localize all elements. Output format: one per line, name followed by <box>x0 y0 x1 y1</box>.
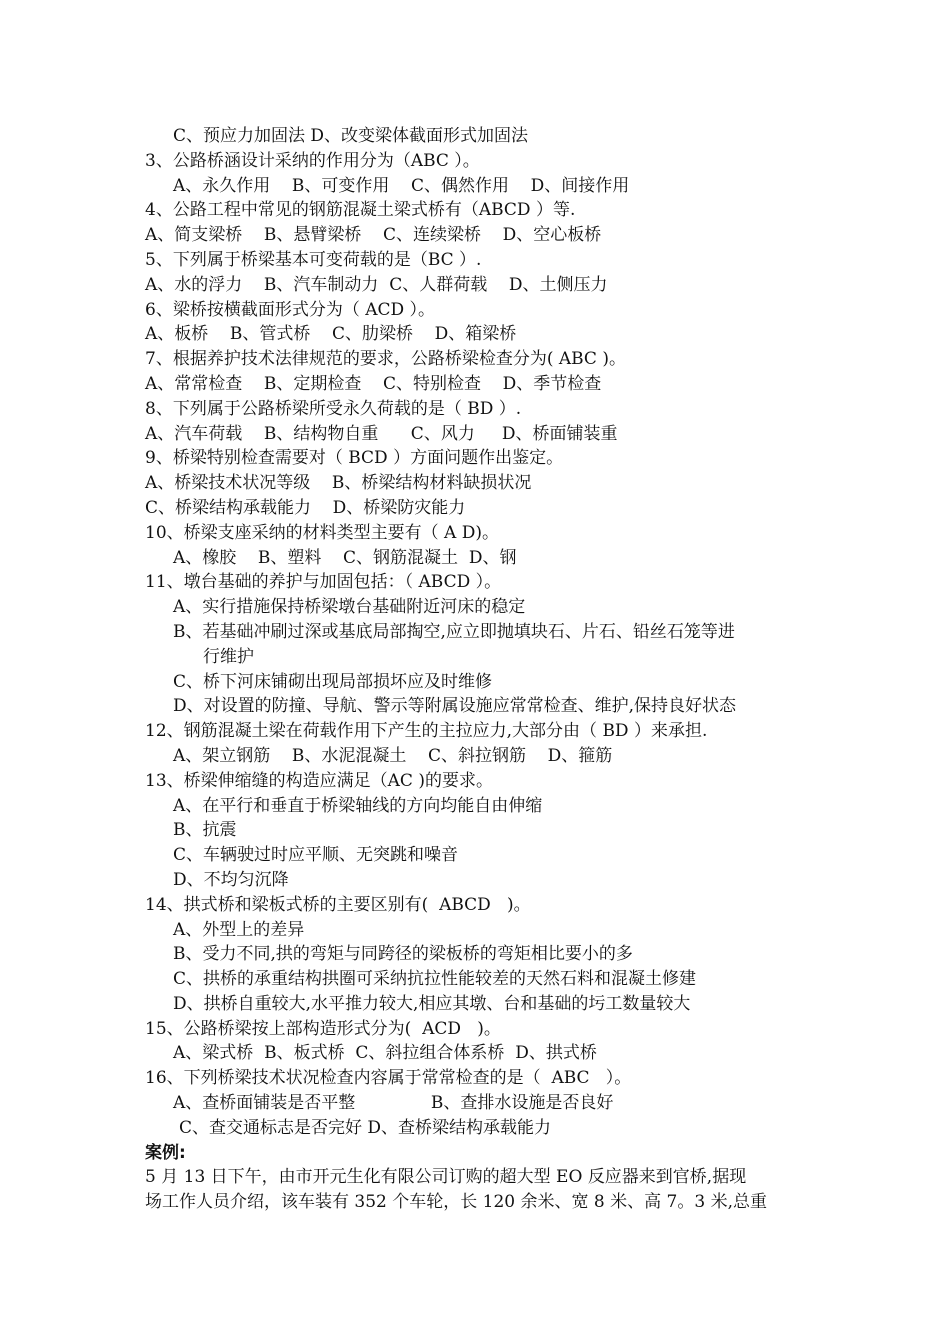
question-line: D、不均匀沉降 <box>173 869 289 890</box>
question-line: A、板桥 B、管式桥 C、肋梁桥 D、箱梁桥 <box>145 324 517 345</box>
question-line: C、查交通标志是否完好 D、查桥梁结构承载能力 <box>179 1117 552 1138</box>
document-body <box>145 124 845 1215</box>
question-line: A、梁式桥 B、板式桥 C、斜拉组合体系桥 D、拱式桥 <box>173 1043 597 1064</box>
question-line: 3、公路桥涵设计采纳的作用分为（ABC ）。 <box>145 150 480 171</box>
question-line: A、桥梁技术状况等级 B、桥梁结构材料缺损状况 <box>145 473 532 494</box>
question-line: C、拱桥的承重结构拱圈可采纳抗拉性能较差的天然石料和混凝土修建 <box>173 969 697 990</box>
question-line: A、查桥面铺装是否平整 B、查排水设施是否良好 <box>173 1093 614 1114</box>
question-line: C、桥下河床铺砌出现局部损坏应及时维修 <box>173 671 493 692</box>
question-line: A、实行措施保持桥梁墩台基础附近河床的稳定 <box>173 597 526 618</box>
question-line: C、预应力加固法 D、改变梁体截面形式加固法 <box>173 126 529 146</box>
case-heading: 案例: <box>145 1142 186 1163</box>
question-line: 5、下列属于桥梁基本可变荷载的是（BC ）. <box>145 249 482 270</box>
question-line: B、抗震 <box>173 820 237 841</box>
question-line: 6、梁桥按横截面形式分为（ ACD ）。 <box>145 299 436 320</box>
question-line: 16、下列桥梁技术状况检查内容属于常常检查的是（ ABC ）。 <box>145 1068 632 1089</box>
question-line: A、简支梁桥 B、悬臂梁桥 C、连续梁桥 D、空心板桥 <box>145 225 602 246</box>
question-line: A、常常检查 B、定期检查 C、特别检查 D、季节检查 <box>145 373 602 394</box>
question-line: 11、墩台基础的养护与加固包括：（ ABCD ）。 <box>145 572 502 593</box>
question-line: D、对设置的防撞、导航、警示等附属设施应常常检查、维护,保持良好状态 <box>173 696 737 717</box>
question-line: A、水的浮力 B、汽车制动力 C、人群荷载 D、土侧压力 <box>145 274 608 295</box>
question-line: 4、公路工程中常见的钢筋混凝土梁式桥有（ABCD ）等. <box>145 200 576 221</box>
question-line: A、永久作用 B、可变作用 C、偶然作用 D、间接作用 <box>173 175 630 196</box>
question-line: 行维护 <box>203 646 254 667</box>
question-line: 10、桥梁支座采纳的材料类型主要有（ A D)。 <box>145 522 499 543</box>
question-line: C、桥梁结构承载能力 D、桥梁防灾能力 <box>145 497 466 518</box>
question-line: B、受力不同,拱的弯矩与同跨径的梁板桥的弯矩相比要小的多 <box>173 944 633 965</box>
question-line: A、橡胶 B、塑料 C、钢筋混凝土 D、钢 <box>173 547 517 568</box>
question-line: A、汽车荷载 B、结构物自重 C、风力 D、桥面铺装重 <box>145 423 618 444</box>
question-line: A、外型上的差异 <box>173 919 305 940</box>
case-paragraph-line: 场工作人员介绍，该车装有 352 个车轮，长 120 余米、宽 8 米、高 7。3 米,总重 <box>145 1192 767 1213</box>
question-line: 13、桥梁伸缩缝的构造应满足（AC )的要求。 <box>145 770 493 791</box>
question-line: 15、公路桥梁按上部构造形式分为( ACD )。 <box>145 1018 501 1039</box>
question-line: D、拱桥自重较大,水平推力较大,相应其墩、台和基础的圬工数量较大 <box>173 993 691 1014</box>
question-line: 9、桥梁特别检查需要对（ BCD ）方面问题作出鉴定。 <box>145 448 564 469</box>
question-line: 8、下列属于公路桥梁所受永久荷载的是（ BD ）. <box>145 398 522 419</box>
question-line: A、架立钢筋 B、水泥混凝土 C、斜拉钢筋 D、箍筋 <box>173 745 613 766</box>
case-paragraph-line: 5 月 13 日下午，由市开元生化有限公司订购的超大型 EO 反应器来到官桥,据现 <box>145 1167 747 1188</box>
question-line: 7、根据养护技术法律规范的要求，公路桥梁检查分为( ABC )。 <box>145 349 626 370</box>
question-line: 12、钢筋混凝土梁在荷载作用下产生的主拉应力,大部分由（ BD ）来承担. <box>145 721 708 742</box>
question-line: A、在平行和垂直于桥梁轴线的方向均能自由伸缩 <box>173 795 543 816</box>
question-line: 14、拱式桥和梁板式桥的主要区别有( ABCD )。 <box>145 894 531 915</box>
question-line: C、车辆驶过时应平顺、无突跳和噪音 <box>173 845 459 866</box>
question-line: B、若基础冲刷过深或基底局部掏空,应立即抛填块石、片石、铅丝石笼等进 <box>173 621 735 642</box>
